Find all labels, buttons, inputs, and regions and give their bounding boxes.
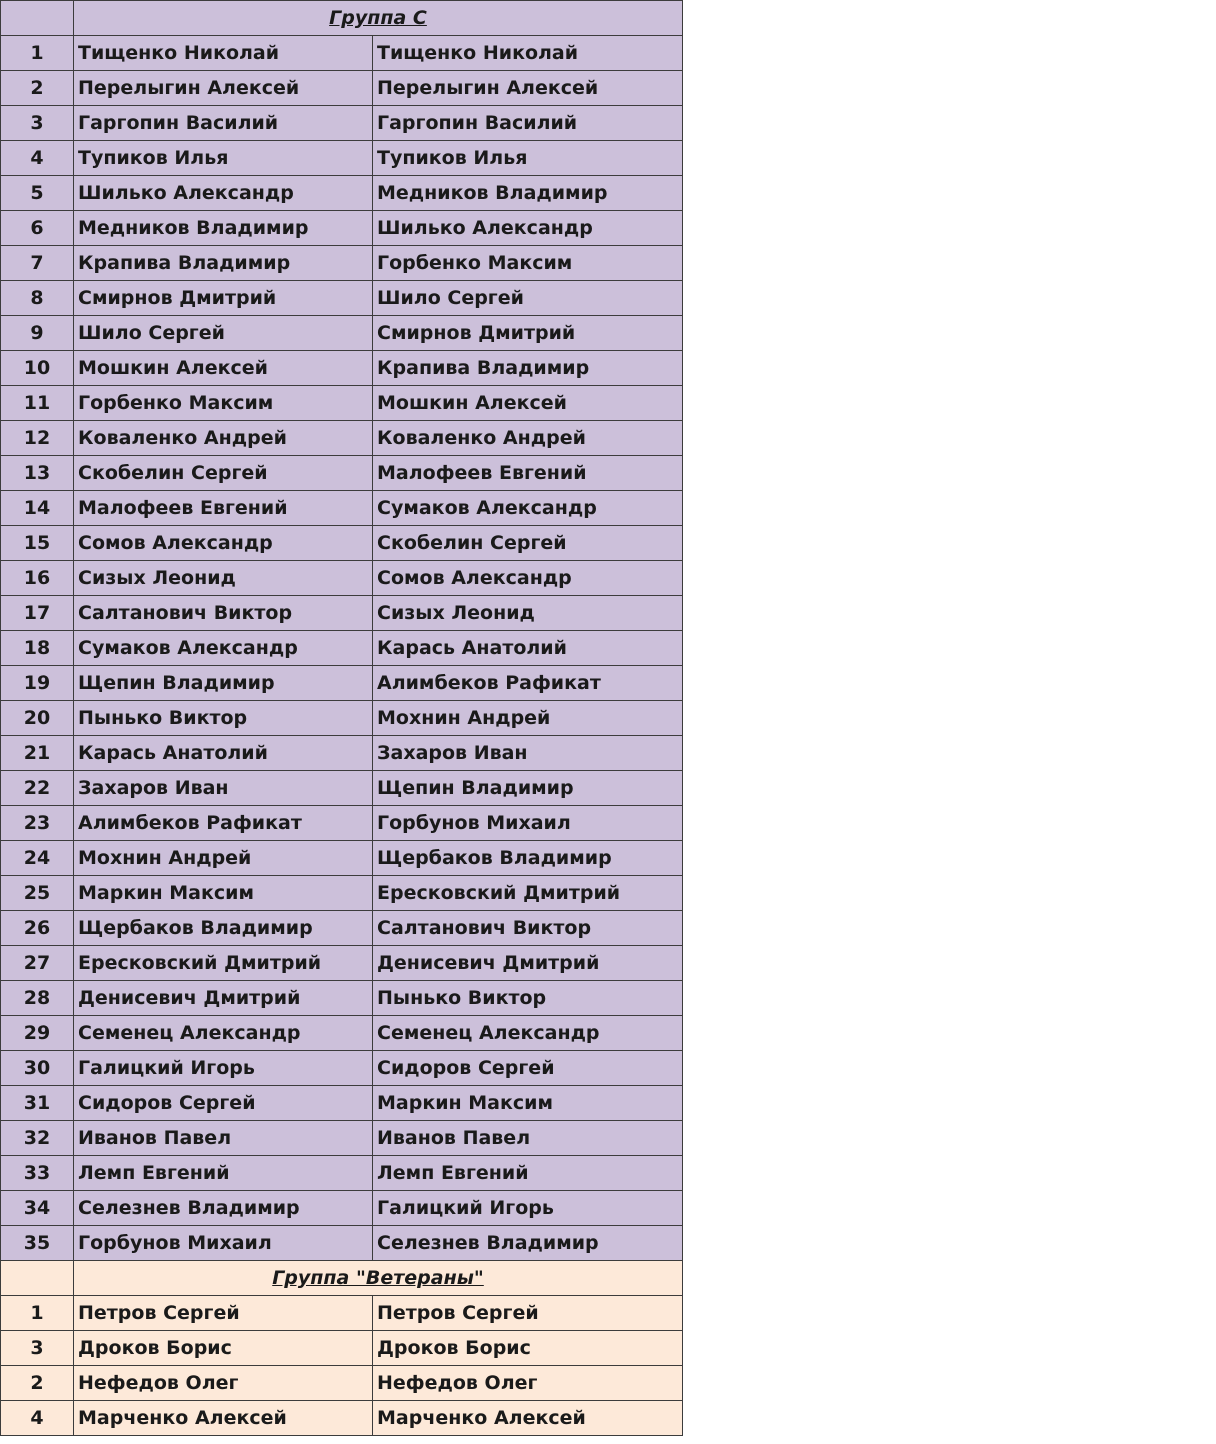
table-row: [1, 1296, 683, 1331]
name-column-a: Щербаков Владимир: [74, 911, 373, 946]
name-column-b: Галицкий Игорь: [373, 1191, 683, 1226]
row-number: 9: [1, 316, 74, 351]
name-column-b: Коваленко Андрей: [373, 421, 683, 456]
name-column-b: Щепин Владимир: [373, 771, 683, 806]
table-row: [1, 421, 683, 456]
row-number: 25: [1, 876, 74, 911]
table-row: [1, 841, 683, 876]
name-column-a: Гаргопин Василий: [74, 106, 373, 141]
table-row: [1, 1086, 683, 1121]
row-number: 5: [1, 176, 74, 211]
name-column-a: Перелыгин Алексей: [74, 71, 373, 106]
name-column-b: Захаров Иван: [373, 736, 683, 771]
table-row: [1, 1121, 683, 1156]
table-row: [1, 946, 683, 981]
table-row: [1, 1366, 683, 1401]
name-column-a: Горбунов Михаил: [74, 1226, 373, 1261]
name-column-b: Тупиков Илья: [373, 141, 683, 176]
name-column-a: Тупиков Илья: [74, 141, 373, 176]
name-column-a: Сидоров Сергей: [74, 1086, 373, 1121]
name-column-b: Сомов Александр: [373, 561, 683, 596]
group-c-title: Группа С: [74, 1, 683, 36]
name-column-b: Пынько Виктор: [373, 981, 683, 1016]
group-c-header-row: [1, 1, 683, 36]
name-column-a: Малофеев Евгений: [74, 491, 373, 526]
table-row: [1, 736, 683, 771]
name-column-b: Шилько Александр: [373, 211, 683, 246]
table-row: [1, 701, 683, 736]
name-column-b: Алимбеков Рафикат: [373, 666, 683, 701]
row-number: 27: [1, 946, 74, 981]
table-row: [1, 771, 683, 806]
name-column-b: Тищенко Николай: [373, 36, 683, 71]
table-row: [1, 1191, 683, 1226]
row-number: 4: [1, 1401, 74, 1436]
table-row: [1, 1156, 683, 1191]
name-column-a: Медников Владимир: [74, 211, 373, 246]
name-column-b: Дроков Борис: [373, 1331, 683, 1366]
name-column-a: Шило Сергей: [74, 316, 373, 351]
name-column-a: Мошкин Алексей: [74, 351, 373, 386]
row-number: 3: [1, 106, 74, 141]
name-column-b: Нефедов Олег: [373, 1366, 683, 1401]
table-row: [1, 211, 683, 246]
name-column-a: Карась Анатолий: [74, 736, 373, 771]
row-number: 6: [1, 211, 74, 246]
row-number: 2: [1, 71, 74, 106]
row-number: 23: [1, 806, 74, 841]
name-column-b: Маркин Максим: [373, 1086, 683, 1121]
row-number: 30: [1, 1051, 74, 1086]
row-number: 19: [1, 666, 74, 701]
row-number: 17: [1, 596, 74, 631]
name-column-b: Горбунов Михаил: [373, 806, 683, 841]
name-column-a: Ересковский Дмитрий: [74, 946, 373, 981]
name-column-a: Сизых Леонид: [74, 561, 373, 596]
row-number: 11: [1, 386, 74, 421]
name-column-b: Семенец Александр: [373, 1016, 683, 1051]
row-number: 29: [1, 1016, 74, 1051]
row-number: 26: [1, 911, 74, 946]
name-column-a: Алимбеков Рафикат: [74, 806, 373, 841]
table-row: [1, 71, 683, 106]
name-column-a: Сомов Александр: [74, 526, 373, 561]
row-number: 18: [1, 631, 74, 666]
row-number: 21: [1, 736, 74, 771]
row-number: 15: [1, 526, 74, 561]
table-row: [1, 526, 683, 561]
table-row: [1, 246, 683, 281]
row-number: 8: [1, 281, 74, 316]
name-column-a: Иванов Павел: [74, 1121, 373, 1156]
table-row: [1, 141, 683, 176]
table-row: [1, 491, 683, 526]
table-row: [1, 106, 683, 141]
row-number: 35: [1, 1226, 74, 1261]
name-column-a: Захаров Иван: [74, 771, 373, 806]
name-column-a: Сумаков Александр: [74, 631, 373, 666]
row-number: 3: [1, 1331, 74, 1366]
table-row: [1, 596, 683, 631]
row-number: 33: [1, 1156, 74, 1191]
table-row: [1, 666, 683, 701]
row-number: 12: [1, 421, 74, 456]
row-number: 1: [1, 1296, 74, 1331]
table-row: [1, 281, 683, 316]
table-row: [1, 1401, 683, 1436]
name-column-a: Салтанович Виктор: [74, 596, 373, 631]
row-number: 7: [1, 246, 74, 281]
name-column-b: Салтанович Виктор: [373, 911, 683, 946]
table-row: [1, 1331, 683, 1366]
table-row: [1, 176, 683, 211]
name-column-a: Щепин Владимир: [74, 666, 373, 701]
name-column-b: Денисевич Дмитрий: [373, 946, 683, 981]
name-column-a: Горбенко Максим: [74, 386, 373, 421]
name-column-a: Коваленко Андрей: [74, 421, 373, 456]
group-veterans-header-row: [1, 1261, 683, 1296]
name-column-b: Иванов Павел: [373, 1121, 683, 1156]
name-column-b: Шило Сергей: [373, 281, 683, 316]
name-column-b: Скобелин Сергей: [373, 526, 683, 561]
name-column-a: Шилько Александр: [74, 176, 373, 211]
table-row: [1, 1226, 683, 1261]
name-column-a: Семенец Александр: [74, 1016, 373, 1051]
header-empty-cell: [1, 1261, 74, 1296]
name-column-b: Петров Сергей: [373, 1296, 683, 1331]
name-column-b: Малофеев Евгений: [373, 456, 683, 491]
name-column-a: Пынько Виктор: [74, 701, 373, 736]
name-column-a: Смирнов Дмитрий: [74, 281, 373, 316]
table-row: [1, 806, 683, 841]
row-number: 13: [1, 456, 74, 491]
row-number: 10: [1, 351, 74, 386]
name-column-b: Медников Владимир: [373, 176, 683, 211]
row-number: 14: [1, 491, 74, 526]
row-number: 1: [1, 36, 74, 71]
name-column-b: Карась Анатолий: [373, 631, 683, 666]
table-row: [1, 386, 683, 421]
name-column-a: Петров Сергей: [74, 1296, 373, 1331]
row-number: 22: [1, 771, 74, 806]
name-column-b: Гаргопин Василий: [373, 106, 683, 141]
table-row: [1, 456, 683, 491]
table-row: [1, 911, 683, 946]
header-empty-cell: [1, 1, 74, 36]
row-number: 2: [1, 1366, 74, 1401]
table-row: [1, 1016, 683, 1051]
name-column-a: Дроков Борис: [74, 1331, 373, 1366]
name-column-b: Селезнев Владимир: [373, 1226, 683, 1261]
name-column-a: Маркин Максим: [74, 876, 373, 911]
name-column-a: Селезнев Владимир: [74, 1191, 373, 1226]
row-number: 4: [1, 141, 74, 176]
table-row: [1, 36, 683, 71]
name-column-b: Смирнов Дмитрий: [373, 316, 683, 351]
table-row: [1, 561, 683, 596]
table-row: [1, 876, 683, 911]
name-column-b: Ересковский Дмитрий: [373, 876, 683, 911]
row-number: 32: [1, 1121, 74, 1156]
name-column-a: Марченко Алексей: [74, 1401, 373, 1436]
name-column-a: Мохнин Андрей: [74, 841, 373, 876]
name-column-b: Лемп Евгений: [373, 1156, 683, 1191]
row-number: 28: [1, 981, 74, 1016]
name-column-a: Денисевич Дмитрий: [74, 981, 373, 1016]
row-number: 16: [1, 561, 74, 596]
name-column-a: Нефедов Олег: [74, 1366, 373, 1401]
table-row: [1, 631, 683, 666]
row-number: 31: [1, 1086, 74, 1121]
name-column-b: Сумаков Александр: [373, 491, 683, 526]
row-number: 24: [1, 841, 74, 876]
name-column-b: Перелыгин Алексей: [373, 71, 683, 106]
group-veterans-title: Группа "Ветераны": [74, 1261, 683, 1296]
name-column-b: Сидоров Сергей: [373, 1051, 683, 1086]
name-column-a: Тищенко Николай: [74, 36, 373, 71]
table-row: [1, 1051, 683, 1086]
row-number: 34: [1, 1191, 74, 1226]
name-column-b: Марченко Алексей: [373, 1401, 683, 1436]
name-column-a: Скобелин Сергей: [74, 456, 373, 491]
name-column-a: Крапива Владимир: [74, 246, 373, 281]
name-column-a: Галицкий Игорь: [74, 1051, 373, 1086]
table-row: [1, 351, 683, 386]
row-number: 20: [1, 701, 74, 736]
name-column-b: Крапива Владимир: [373, 351, 683, 386]
name-column-b: Мошкин Алексей: [373, 386, 683, 421]
table-row: [1, 316, 683, 351]
name-column-b: Горбенко Максим: [373, 246, 683, 281]
table-row: [1, 981, 683, 1016]
name-column-a: Лемп Евгений: [74, 1156, 373, 1191]
name-column-b: Мохнин Андрей: [373, 701, 683, 736]
name-column-b: Сизых Леонид: [373, 596, 683, 631]
name-column-b: Щербаков Владимир: [373, 841, 683, 876]
